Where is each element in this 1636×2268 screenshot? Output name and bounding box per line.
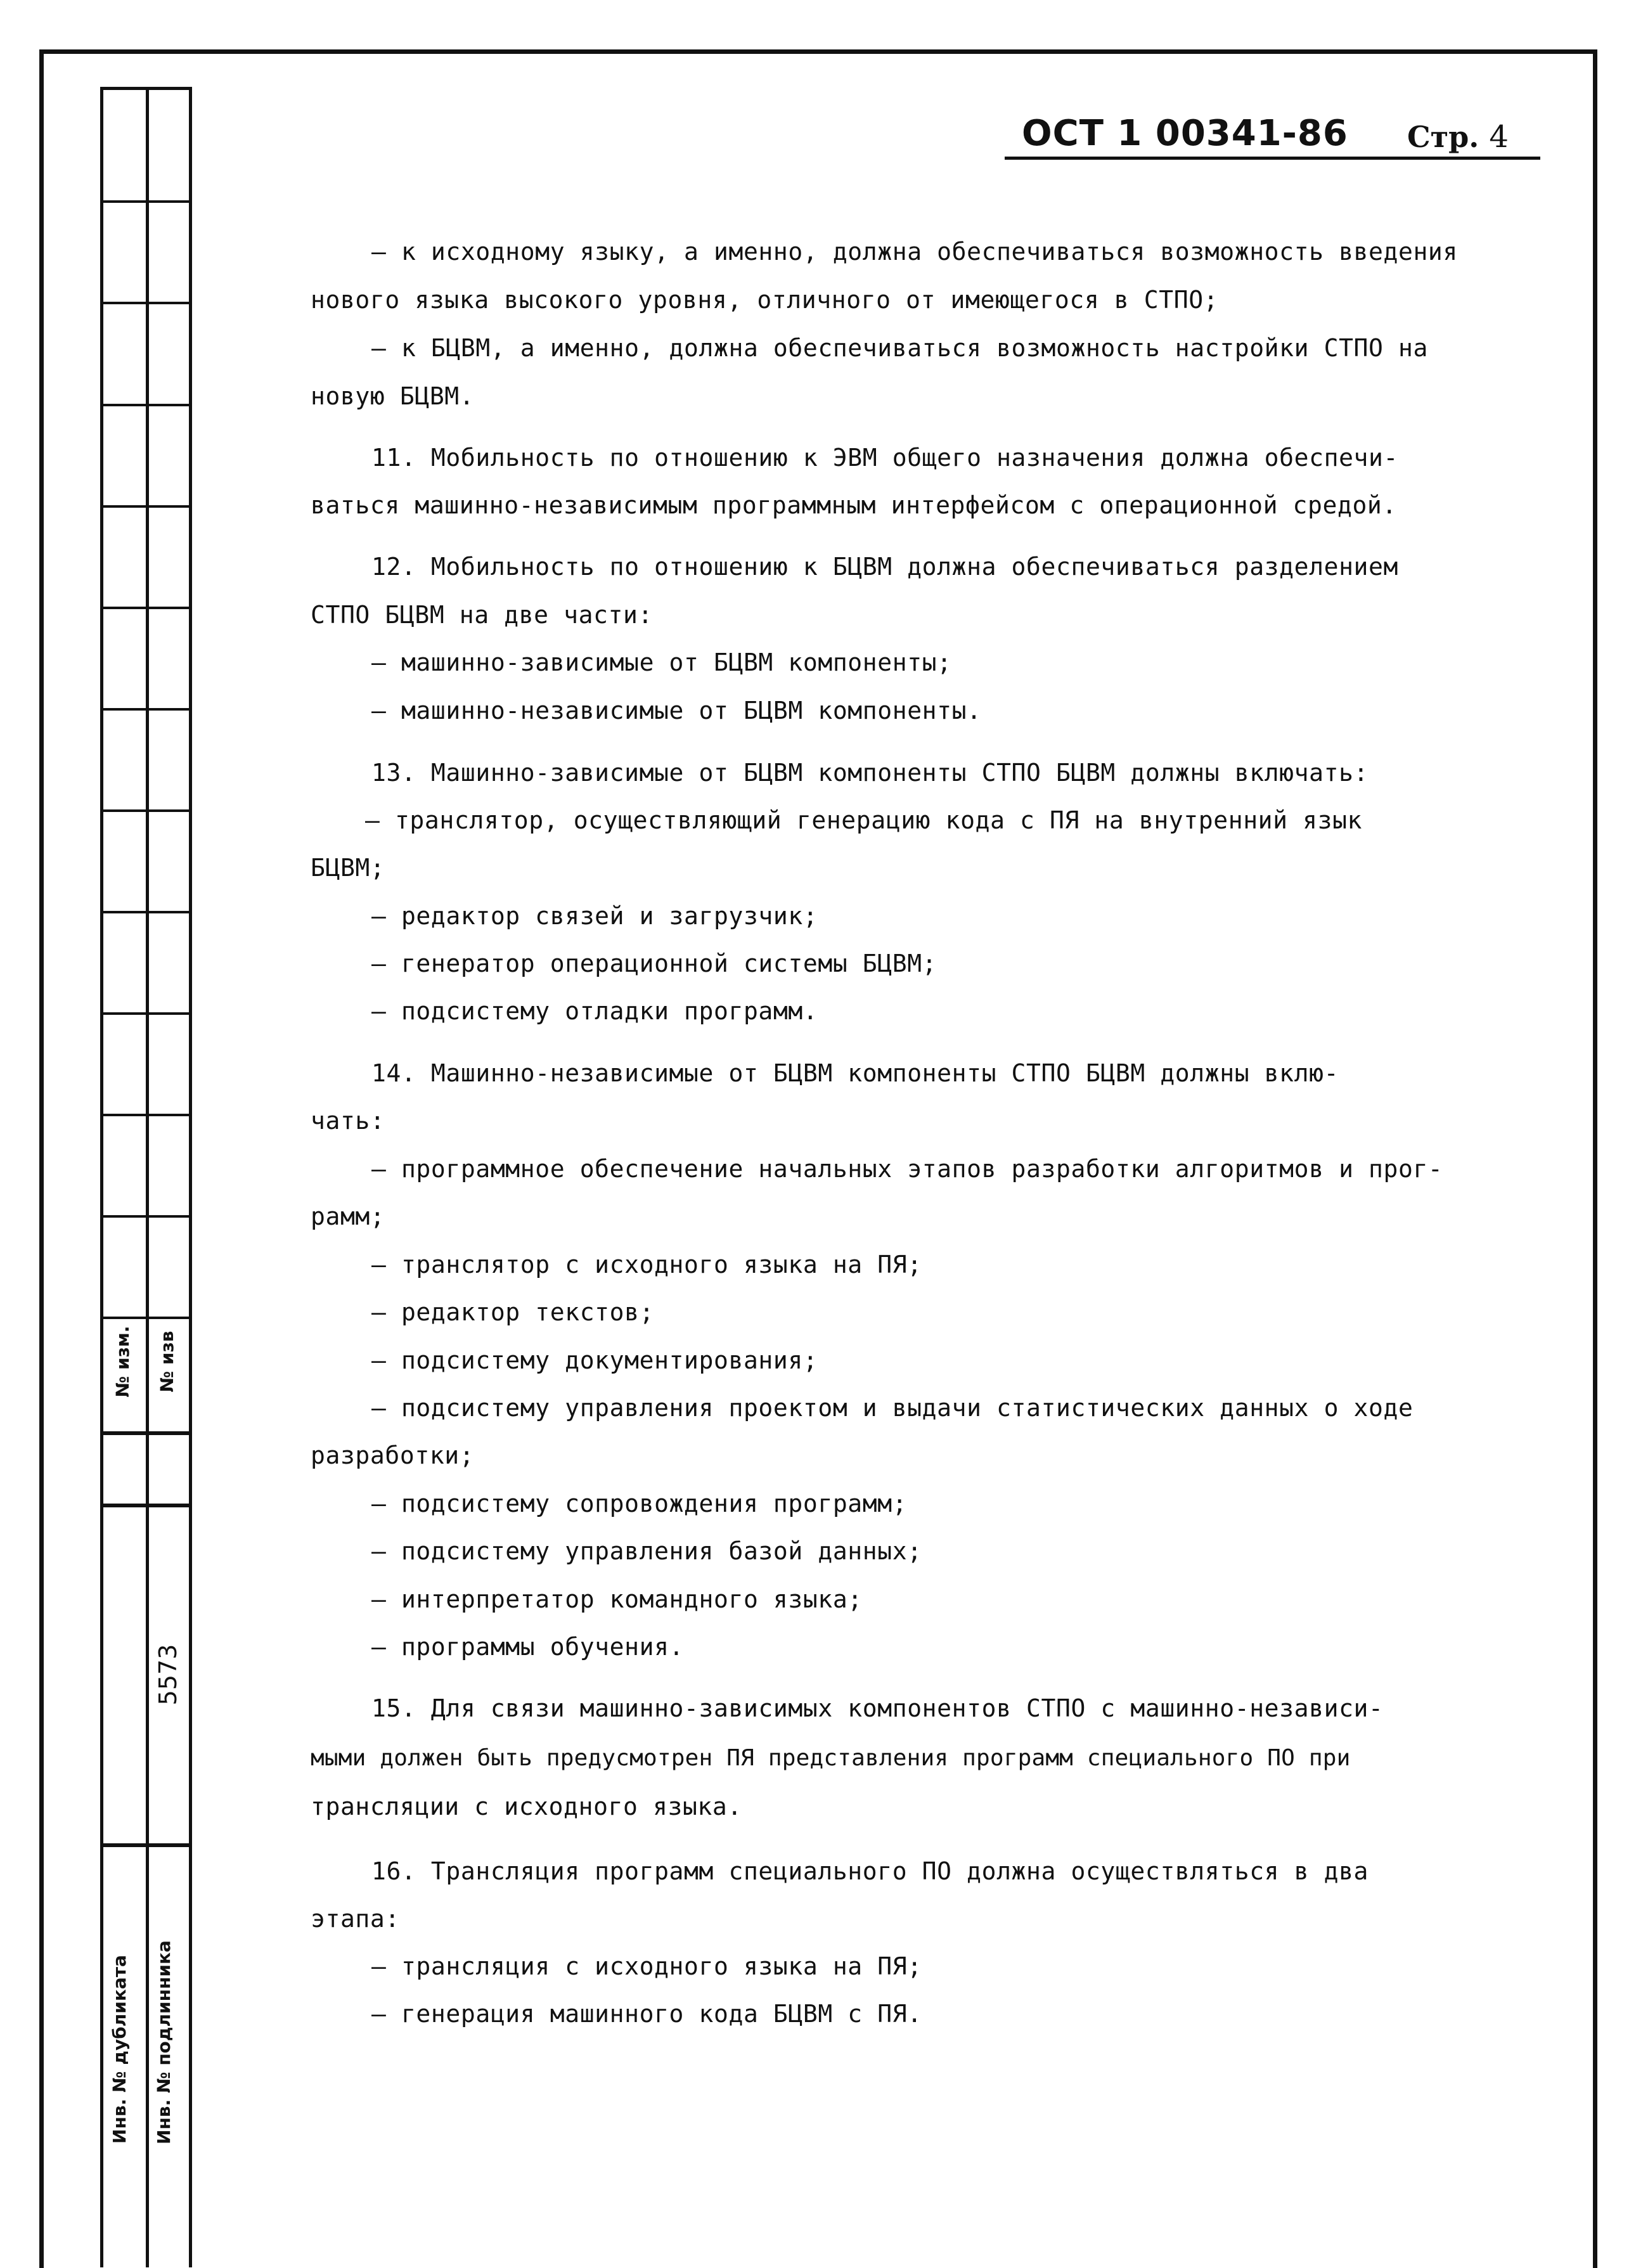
text-line: мыми должен быть предусмотрен ПЯ представления программ специального ПО при: [311, 1745, 1351, 1771]
text-line: БЦВМ;: [311, 854, 385, 882]
text-line: – транслятор с исходного языка на ПЯ;: [371, 1251, 922, 1279]
text-line: разработки;: [311, 1441, 475, 1469]
duplicate-inventory-label: Инв. № дубликата: [109, 1955, 130, 2144]
text-line: 13. Машинно-зависимые от БЦВМ компоненты СТПО БЦВМ должны включать:: [371, 759, 1369, 787]
text-line: 16. Трансляция программ специального ПО должна осуществляться в два: [371, 1857, 1369, 1885]
text-line: трансляции с исходного языка.: [311, 1793, 742, 1820]
text-line: этапа:: [311, 1905, 400, 1933]
header-rule: [1005, 157, 1540, 160]
text-line: чать:: [311, 1107, 385, 1135]
text-line: – подсистему сопровождения программ;: [371, 1490, 908, 1517]
text-line: – транслятор, осуществляющий генерацию кода с ПЯ на внутренний язык: [365, 806, 1363, 834]
text-line: – интерпретатор командного языка;: [371, 1585, 863, 1613]
izv-label: № изв: [157, 1331, 177, 1393]
original-inventory-label: Инв. № подлинника: [153, 1940, 174, 2144]
text-line: – машинно-зависимые от БЦВМ компоненты;: [371, 648, 952, 676]
text-line: – к БЦВМ, а именно, должна обеспечиваться возможность настройки СТПО на: [371, 334, 1428, 362]
text-line: нового языка высокого уровня, отличного от имеющегося в СТПО;: [311, 286, 1219, 314]
text-line: рамм;: [311, 1202, 385, 1230]
text-line: – генерация машинного кода БЦВМ с ПЯ.: [371, 2000, 922, 2028]
izm-label: № изм.: [112, 1325, 133, 1398]
text-line: – подсистему управления базой данных;: [371, 1537, 922, 1565]
text-line: – подсистему документирования;: [371, 1346, 818, 1374]
text-line: новую БЦВМ.: [311, 382, 475, 410]
archive-number: 5573: [154, 1644, 182, 1706]
text-line: – редактор связей и загрузчик;: [371, 902, 818, 930]
text-line: 12. Мобильность по отношению к БЦВМ должна обеспечиваться разделением: [371, 553, 1398, 581]
text-line: – к исходному языку, а именно, должна обеспечиваться возможность введения: [371, 238, 1458, 266]
text-line: 15. Для связи машинно-зависимых компонентов СТПО с машинно-независи-: [371, 1694, 1384, 1722]
text-line: – редактор текстов;: [371, 1298, 655, 1326]
text-line: 11. Мобильность по отношению к ЭВМ общего назначения должна обеспечи-: [371, 444, 1398, 472]
text-line: – машинно-независимые от БЦВМ компоненты.: [371, 697, 982, 725]
text-line: ваться машинно-независимым программным интерфейсом с операционной средой.: [311, 491, 1397, 519]
text-line: – программы обучения.: [371, 1633, 685, 1661]
text-line: 14. Машинно-независимые от БЦВМ компоненты СТПО БЦВМ должны вклю-: [371, 1059, 1339, 1087]
text-line: – программное обеспечение начальных этапов разработки алгоритмов и прог-: [371, 1155, 1443, 1183]
text-line: – подсистему отладки программ.: [371, 997, 818, 1025]
document-code: ОСТ 1 00341-86: [1022, 113, 1348, 154]
text-line: – трансляция с исходного языка на ПЯ;: [371, 1952, 922, 1980]
text-line: – подсистему управления проектом и выдачи статистических данных о ходе: [371, 1394, 1414, 1422]
page-number: 4: [1489, 119, 1509, 155]
page-label: Стр.: [1407, 120, 1479, 154]
text-line: СТПО БЦВМ на две части:: [311, 601, 653, 629]
text-line: – генератор операционной системы БЦВМ;: [371, 950, 937, 977]
page-indicator: [1407, 119, 1509, 155]
